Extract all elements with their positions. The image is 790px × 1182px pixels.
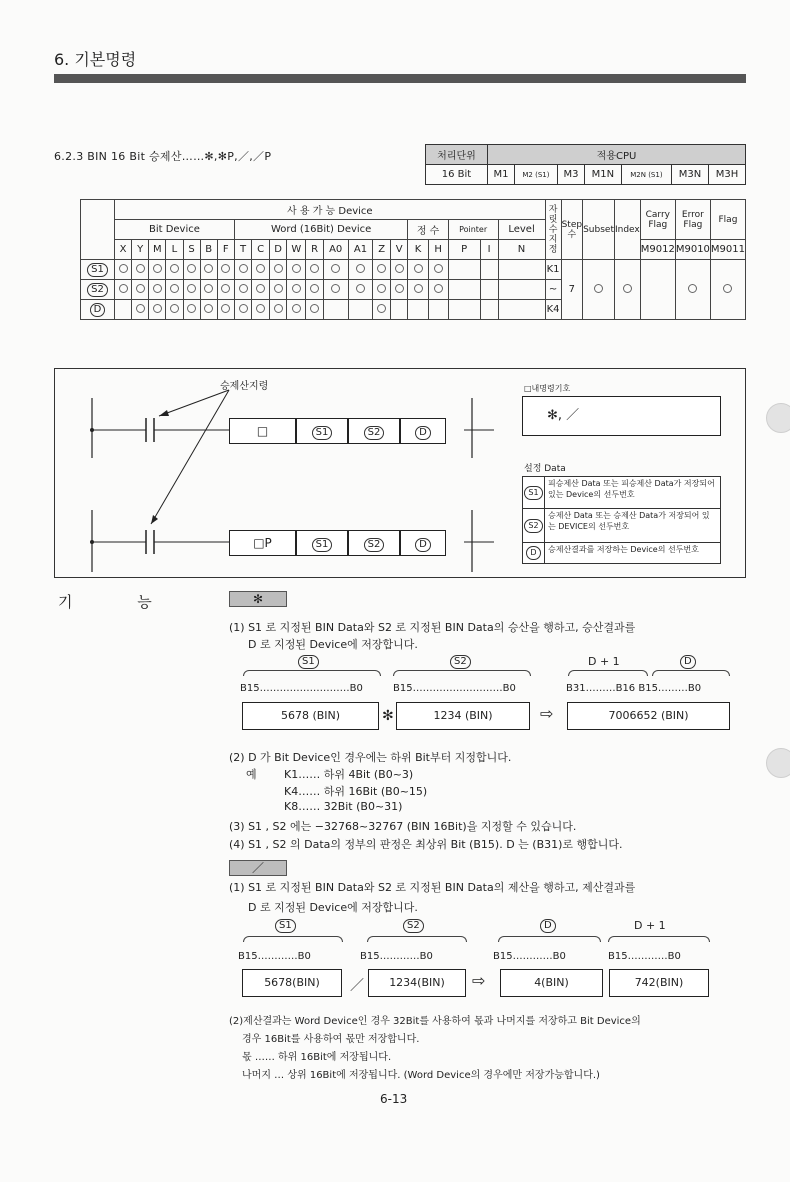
flag-code-carry: M9012: [640, 240, 675, 260]
col-m: M: [149, 240, 166, 260]
header-bar: [54, 74, 746, 83]
col-w: W: [287, 240, 306, 260]
col-f: F: [217, 240, 234, 260]
mul-range-3: B31………B16 B15………B0: [566, 683, 702, 694]
operand-s1-box: S1: [296, 418, 348, 444]
error-header: Error Flag: [675, 200, 710, 240]
div-line-2d: 나머지 … 상위 16Bit에 저장됩니다. (Word Device의 경우에만 저장가능합니다.): [242, 1070, 600, 1081]
div-label-d1: D + 1: [634, 919, 666, 932]
bit-device-header: Bit Device: [115, 220, 235, 240]
mul-line-4: (4) S1 , S2 의 Data의 정부의 판정은 최상위 Bit (B15). D 는 (B31)로 행합니다.: [229, 838, 623, 851]
col-d: D: [269, 240, 286, 260]
mul-value-2: 1234 (BIN): [396, 702, 530, 730]
div-brace-1: [243, 936, 343, 942]
flag-code-error: M9010: [675, 240, 710, 260]
binder-hole-bottom: [766, 748, 790, 778]
mul-line-1a: (1) S1 로 지정된 BIN Data와 S2 로 지정된 BIN Data의 승산을 행하고, 승산결과를: [229, 621, 636, 634]
example-2: K4…… 하위 16Bit (B0~15): [284, 785, 428, 798]
div-line-2b: 경우 16Bit를 사용하여 몫만 저장합니다.: [242, 1034, 420, 1045]
mul-label-s2: S2: [450, 654, 471, 669]
div-brace-2: [367, 936, 467, 942]
div-value-4: 742(BIN): [609, 969, 709, 997]
div-range-4: B15…………B0: [608, 951, 681, 962]
div-line-2a: (2)제산결과는 Word Device인 경우 32Bit를 사용하여 몫과 나머지를 저장하고 Bit Device의: [229, 1016, 641, 1027]
page-number: 6-13: [380, 1092, 408, 1106]
divide-tag: ／: [229, 860, 287, 876]
mul-brace-2: [393, 670, 531, 676]
mul-value-3: 7006652 (BIN): [567, 702, 730, 730]
col-h: H: [428, 240, 448, 260]
cpu-m2n: M2N (S1): [621, 165, 671, 185]
operand-d-box-p: D: [400, 530, 446, 556]
col-s: S: [183, 240, 200, 260]
col-a0: A0: [323, 240, 348, 260]
chapter-title: 6. 기본명령: [54, 50, 137, 69]
div-value-1: 5678(BIN): [242, 969, 342, 997]
function-title: 기 능: [58, 593, 182, 611]
div-line-2c: 몫 …… 하위 16Bit에 저장됩니다.: [242, 1052, 392, 1063]
row-label-s1: S1: [87, 263, 108, 277]
digit-header: 자릿수지정: [545, 200, 561, 260]
operand-d-box: D: [400, 418, 446, 444]
digit-range: ~: [545, 280, 561, 300]
device-table: [80, 199, 746, 320]
col-x: X: [115, 240, 132, 260]
steps-value: 7: [561, 260, 583, 320]
cpu-m1n: M1N: [584, 165, 621, 185]
setting-data-label: 설정 Data: [524, 464, 566, 474]
cpu-table: [425, 144, 746, 185]
flag-code-flag: M9011: [710, 240, 745, 260]
device-row-s1: [81, 260, 746, 280]
unit-label: 처리단위: [426, 145, 488, 165]
digit-k4: K4: [545, 300, 561, 320]
word-device-header: Word (16Bit) Device: [234, 220, 408, 240]
div-value-2: 1234(BIN): [368, 969, 466, 997]
instruction-p-box: □P: [229, 530, 296, 556]
row-label-d: D: [90, 303, 106, 317]
right-arrow-icon-2: ⇨: [472, 971, 486, 990]
setting-row-s1: S1 피승제산 Data 또는 피승제산 Data가 저장되어 있는 Device의 선두번호: [523, 477, 720, 509]
mul-line-1b: D 로 지정된 Device에 저장합니다.: [248, 638, 418, 651]
col-y: Y: [132, 240, 149, 260]
subset-header: Subset: [583, 200, 615, 260]
div-operator: ／: [350, 978, 364, 994]
steps-header: Step수: [561, 200, 583, 260]
col-t: T: [234, 240, 251, 260]
operand-s1-box-p: S1: [296, 530, 348, 556]
cpu-m3h: M3H: [708, 165, 745, 185]
setting-data-table: [522, 476, 721, 564]
mul-range-2: B15………………………B0: [393, 683, 516, 694]
div-label-s1: S1: [275, 918, 296, 933]
div-range-2: B15…………B0: [360, 951, 433, 962]
cpu-m1: M1: [488, 165, 515, 185]
div-label-s2: S2: [403, 918, 424, 933]
mul-range-1: B15………………………B0: [240, 683, 363, 694]
mul-line-3: (3) S1 , S2 에는 −32768~32767 (BIN 16Bit)을 지정할 수 있습니다.: [229, 820, 577, 833]
example-1: K1…… 하위 4Bit (B0~3): [284, 768, 414, 781]
col-p: P: [448, 240, 480, 260]
div-line-1b: D 로 지정된 Device에 저장합니다.: [248, 901, 418, 914]
mul-brace-4: [652, 670, 730, 676]
mul-operator: ✻: [382, 708, 394, 724]
cpu-m3n: M3N: [672, 165, 709, 185]
section-title: 6.2.3 BIN 16 Bit 승제산……✻,✻P,／,／P: [54, 150, 272, 163]
col-n: N: [498, 240, 545, 260]
col-k: K: [408, 240, 428, 260]
mul-brace-3: [568, 670, 648, 676]
operand-s2-box: S2: [348, 418, 400, 444]
instruction-box: □: [229, 418, 296, 444]
multiply-tag: ✻: [229, 591, 287, 607]
col-a1: A1: [348, 240, 373, 260]
mul-value-1: 5678 (BIN): [242, 702, 379, 730]
div-range-3: B15…………B0: [493, 951, 566, 962]
col-i: I: [480, 240, 498, 260]
cpu-label: 적용CPU: [488, 145, 746, 165]
div-value-3: 4(BIN): [500, 969, 603, 997]
example-3: K8…… 32Bit (B0~31): [284, 800, 403, 813]
usable-device-header: 사 용 가 능 Device: [115, 200, 546, 220]
cpu-m3: M3: [558, 165, 585, 185]
digit-k1: K1: [545, 260, 561, 280]
const-header: 정 수: [408, 220, 448, 240]
col-r: R: [306, 240, 323, 260]
operand-s2-box-p: S2: [348, 530, 400, 556]
div-brace-4: [608, 936, 710, 942]
mul-line-2: (2) D 가 Bit Device인 경우에는 하위 Bit부터 지정합니다.: [229, 751, 512, 764]
row-label-s2: S2: [87, 283, 108, 297]
mul-brace-1: [243, 670, 381, 676]
div-brace-3: [498, 936, 601, 942]
pointer-header: Pointer: [448, 220, 498, 240]
cmd-symbol-label: □내명령기호: [524, 384, 571, 393]
col-b: B: [200, 240, 217, 260]
div-line-1a: (1) S1 로 지정된 BIN Data와 S2 로 지정된 BIN Data의 제산을 행하고, 제산결과를: [229, 881, 636, 894]
level-header: Level: [498, 220, 545, 240]
col-v: V: [390, 240, 408, 260]
setting-row-d: D 승제산결과를 저장하는 Device의 선두번호: [523, 543, 720, 563]
setting-row-s2: S2 승제산 Data 또는 승제산 Data가 저장되어 있는 DEVICE의 선두번호: [523, 509, 720, 543]
right-arrow-icon: ⇨: [540, 704, 554, 723]
cpu-m2: M2 (S1): [514, 165, 557, 185]
col-z: Z: [373, 240, 390, 260]
col-l: L: [166, 240, 183, 260]
example-label: 예: [246, 768, 257, 781]
binder-hole-top: [766, 403, 790, 433]
unit-value: 16 Bit: [426, 165, 488, 185]
div-range-1: B15…………B0: [238, 951, 311, 962]
mul-label-d: D: [680, 654, 696, 669]
mul-label-d1: D + 1: [588, 655, 620, 668]
flag-header: Flag: [710, 200, 745, 240]
corner-cell: [81, 200, 115, 260]
index-header: Index: [614, 200, 640, 260]
carry-header: Carry Flag: [640, 200, 675, 240]
cmd-symbol-box: ✻, ／: [522, 396, 721, 436]
col-c: C: [252, 240, 269, 260]
div-label-d: D: [540, 918, 556, 933]
instruction-label: 승제산지령: [220, 381, 269, 392]
mul-label-s1: S1: [298, 654, 319, 669]
